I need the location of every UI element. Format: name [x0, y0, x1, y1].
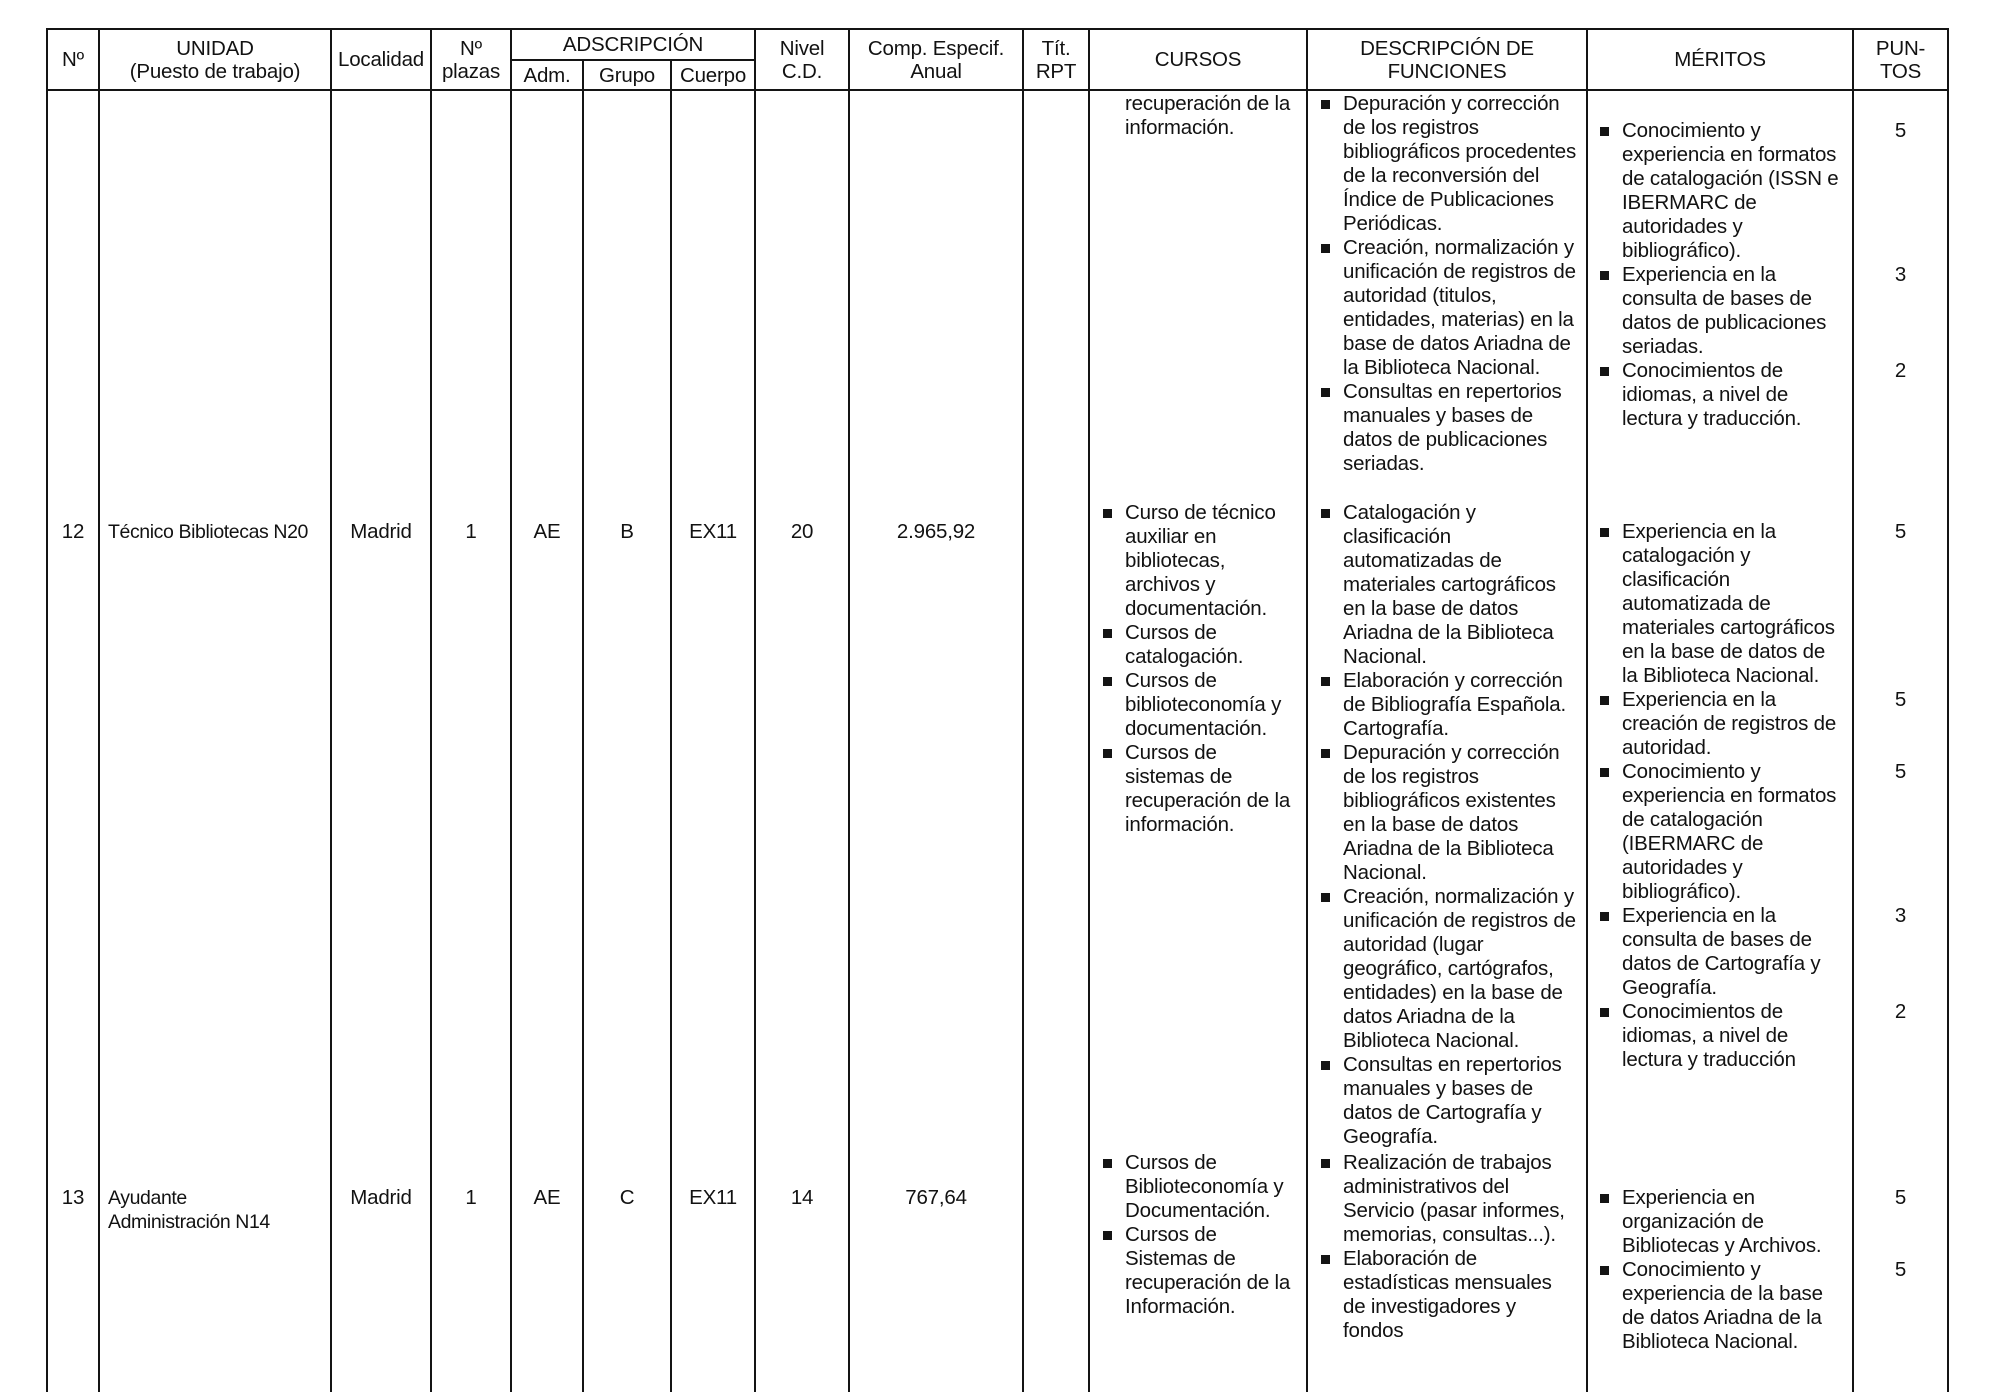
- header-puntos: [1853, 29, 1948, 90]
- cell-no: 12: [47, 500, 99, 1150]
- puntos-value: 5: [1894, 1258, 1907, 1281]
- cell-adm: AE: [511, 500, 583, 1150]
- header-cursos: [1089, 29, 1307, 90]
- item-text: Cursos de catalogación.: [1125, 621, 1244, 668]
- item-text: Creación, normalización y unificación de registros de autoridad (lugar geográfico, cartógrafos, entidades) en la base de datos Ariadna de la Biblioteca Nacional.: [1343, 885, 1576, 1052]
- header-plazas-line2: plazas: [441, 59, 501, 83]
- header-adm-label: Adm.: [523, 63, 571, 87]
- header-cuerpo-label: Cuerpo: [679, 63, 747, 87]
- header-cursos-label: CURSOS: [1154, 48, 1242, 71]
- bullet-icon: [1321, 509, 1330, 518]
- table-row: [47, 90, 1948, 500]
- merito-item: [1600, 1258, 1854, 1354]
- header-adscripcion: [511, 29, 755, 60]
- header-tit-line1: Tít.: [1041, 36, 1071, 60]
- meritos-list: [1588, 91, 1947, 431]
- cell-unidad: [99, 90, 331, 500]
- list-item: [1321, 1151, 1579, 1247]
- list-item: [1321, 380, 1579, 476]
- list-item: [1321, 92, 1579, 236]
- merito-item: [1600, 904, 1854, 1000]
- cell-nivel: [755, 90, 849, 500]
- table-row: [47, 1150, 1948, 1392]
- bullet-icon: [1321, 1255, 1330, 1264]
- item-text: Consultas en repertorios manuales y bases de datos de Cartografía y Geografía.: [1343, 1053, 1562, 1148]
- item-text: Cursos de Biblioteconomía y Documentación.: [1125, 1151, 1284, 1222]
- puntos-value: 3: [1894, 263, 1907, 286]
- item-text: Depuración y corrección de los registros bibliográficos procedentes de la reconversión del Índice de Publicaciones Periódicas.: [1343, 92, 1577, 235]
- bullet-icon: [1321, 893, 1330, 902]
- header-descripcion-line1: DESCRIPCIÓN DE: [1360, 36, 1534, 60]
- item-text: Depuración y corrección de los registros bibliográficos existentes en la base de datos Ariadna de la Biblioteca Nacional.: [1343, 741, 1560, 884]
- puntos-value: 2: [1894, 1000, 1907, 1023]
- item-text: Experiencia en la creación de registros de autoridad.: [1622, 688, 1837, 759]
- header-unidad: [99, 29, 331, 90]
- header-no-label: Nº: [62, 48, 84, 71]
- cell-grupo: [583, 90, 671, 500]
- cell-grupo: C: [583, 1150, 671, 1392]
- item-text: Experiencia en organización de Bibliotecas y Archivos.: [1622, 1186, 1822, 1257]
- bullet-icon: [1600, 271, 1609, 280]
- item-text: Catalogación y clasificación automatizadas de materiales cartográficos en la base de datos Ariadna de la Biblioteca Nacional.: [1343, 501, 1556, 668]
- bullet-icon: [1600, 528, 1609, 537]
- header-plazas: [431, 29, 511, 90]
- merito-item: [1600, 1000, 1854, 1072]
- cell-localidad: Madrid: [331, 500, 431, 1150]
- bullet-icon: [1600, 768, 1609, 777]
- list-item: [1321, 1247, 1579, 1343]
- cell-cuerpo: [671, 90, 755, 500]
- cell-cursos: [1089, 500, 1307, 1150]
- puntos-value: 5: [1894, 688, 1907, 711]
- header-puntos-line2: TOS: [1879, 59, 1922, 83]
- header-no: [47, 29, 99, 90]
- header-localidad: [331, 29, 431, 90]
- bullet-icon: [1321, 244, 1330, 253]
- job-positions-table: [46, 28, 1949, 1392]
- header-nivel: [755, 29, 849, 90]
- item-text: Conocimiento y experiencia en formatos de catalogación (IBERMARC de autoridades y bibliográfico).: [1622, 760, 1837, 903]
- item-text: Cursos de biblioteconomía y documentación.: [1125, 669, 1282, 740]
- cell-meritos-puntos: [1587, 1150, 1948, 1392]
- header-nivel-line1: Nivel: [779, 36, 825, 60]
- meritos-list: [1588, 1150, 1947, 1354]
- list-item: [1103, 741, 1299, 837]
- bullet-icon: [1103, 629, 1112, 638]
- table-header: [47, 29, 1948, 90]
- puntos-value: 5: [1894, 1186, 1907, 1209]
- merito-item: [1600, 359, 1854, 431]
- header-tit-rpt: [1023, 29, 1089, 90]
- header-descripcion-funciones: [1307, 29, 1587, 90]
- header-cuerpo: [671, 60, 755, 90]
- funciones-list: [1309, 92, 1585, 476]
- cell-plazas: [431, 90, 511, 500]
- list-item: [1103, 621, 1299, 669]
- header-nivel-line2: C.D.: [781, 59, 823, 83]
- cursos-list: [1091, 501, 1305, 837]
- header-comp-line2: Anual: [910, 59, 962, 83]
- puntos-value: 5: [1894, 119, 1907, 142]
- item-text: Conocimientos de idiomas, a nivel de lectura y traducción: [1622, 1000, 1796, 1071]
- meritos-puntos-divider: [1852, 500, 1854, 1150]
- cell-unidad: Ayudante Administración N14: [99, 1150, 331, 1392]
- bullet-icon: [1103, 677, 1112, 686]
- list-item: [1321, 669, 1579, 741]
- item-text: Realización de trabajos administrativos del Servicio (pasar informes, memorias, consultas...).: [1343, 1151, 1565, 1246]
- meritos-puntos-divider: [1852, 91, 1854, 500]
- item-text: Creación, normalización y unificación de registros de autoridad (titulos, entidades, materias) en la base de datos Ariadna de la Biblioteca Nacional.: [1343, 236, 1576, 379]
- header-unidad-line2: (Puesto de trabajo): [129, 59, 301, 83]
- cell-grupo: B: [583, 500, 671, 1150]
- cell-comp-especif: 2.965,92: [849, 500, 1023, 1150]
- cell-cuerpo: EX11: [671, 1150, 755, 1392]
- item-text: Conocimiento y experiencia en formatos de catalogación (ISSN e IBERMARC de autoridades y bibliográfico).: [1622, 119, 1839, 262]
- cell-tit-rpt: [1023, 1150, 1089, 1392]
- cell-localidad: [331, 90, 431, 500]
- header-meritos: [1587, 29, 1853, 90]
- puntos-value: 2: [1894, 359, 1907, 382]
- table-row: [47, 500, 1948, 1150]
- cell-plazas: 1: [431, 1150, 511, 1392]
- cell-cursos: [1089, 1150, 1307, 1392]
- item-text: Experiencia en la catalogación y clasificación automatizada de materiales cartográficos en la base de datos de la Biblioteca Nacional.: [1622, 520, 1835, 687]
- cell-tit-rpt: [1023, 90, 1089, 500]
- header-adm: [511, 60, 583, 90]
- header-meritos-label: MÉRITOS: [1674, 48, 1766, 71]
- header-comp-especif: [849, 29, 1023, 90]
- bullet-icon: [1600, 696, 1609, 705]
- list-item: [1321, 741, 1579, 885]
- bullet-icon: [1321, 388, 1330, 397]
- bullet-icon: [1103, 1231, 1112, 1240]
- merito-item: [1600, 760, 1854, 904]
- cell-cuerpo: EX11: [671, 500, 755, 1150]
- list-item: [1103, 669, 1299, 741]
- item-text: Consultas en repertorios manuales y bases de datos de publicaciones seriadas.: [1343, 380, 1562, 475]
- bullet-icon: [1103, 509, 1112, 518]
- cell-no: 13: [47, 1150, 99, 1392]
- bullet-icon: [1600, 127, 1609, 136]
- merito-item: [1600, 1186, 1854, 1258]
- cell-funciones: [1307, 1150, 1587, 1392]
- item-text: Conocimientos de idiomas, a nivel de lectura y traducción.: [1622, 359, 1802, 430]
- header-grupo-label: Grupo: [599, 63, 655, 87]
- bullet-icon: [1600, 1008, 1609, 1017]
- bullet-icon: [1600, 367, 1609, 376]
- bullet-icon: [1103, 1159, 1112, 1168]
- header-puntos-line1: PUN-: [1875, 36, 1926, 60]
- cell-funciones: [1307, 90, 1587, 500]
- bullet-icon: [1321, 677, 1330, 686]
- header-tit-line2: RPT: [1035, 59, 1077, 83]
- item-text: Elaboración de estadísticas mensuales de investigadores y fondos: [1343, 1247, 1552, 1342]
- list-item: [1103, 1223, 1299, 1319]
- header-unidad-line1: UNIDAD: [176, 36, 254, 60]
- header-plazas-line1: Nº: [460, 36, 482, 60]
- list-item: [1103, 501, 1299, 621]
- cell-meritos-puntos: [1587, 90, 1948, 500]
- bullet-icon: [1321, 100, 1330, 109]
- puntos-value: 3: [1894, 904, 1907, 927]
- meritos-list: [1588, 500, 1947, 1072]
- cell-tit-rpt: [1023, 500, 1089, 1150]
- header-descripcion-line2: FUNCIONES: [1387, 59, 1507, 83]
- header-adscripcion-label: ADSCRIPCIÓN: [562, 33, 704, 56]
- bullet-icon: [1321, 1159, 1330, 1168]
- cell-localidad: Madrid: [331, 1150, 431, 1392]
- cell-comp-especif: 767,64: [849, 1150, 1023, 1392]
- bullet-icon: [1600, 1266, 1609, 1275]
- merito-item: [1600, 263, 1854, 359]
- cell-plazas: 1: [431, 500, 511, 1150]
- cell-adm: [511, 90, 583, 500]
- cell-cursos: [1089, 90, 1307, 500]
- item-text: recuperación de la información.: [1125, 92, 1291, 139]
- funciones-list: [1309, 501, 1585, 1149]
- cell-nivel: 14: [755, 1150, 849, 1392]
- cursos-list: [1091, 1151, 1305, 1319]
- bullet-icon: [1321, 749, 1330, 758]
- merito-item: [1600, 688, 1854, 760]
- list-item: [1321, 236, 1579, 380]
- item-text: Elaboración y corrección de Bibliografía Española. Cartografía.: [1343, 669, 1566, 740]
- cell-comp-especif: [849, 90, 1023, 500]
- list-item: [1103, 92, 1299, 140]
- item-text: Cursos de sistemas de recuperación de la información.: [1125, 741, 1291, 836]
- list-item: [1321, 885, 1579, 1053]
- puntos-value: 5: [1894, 760, 1907, 783]
- bullet-icon: [1321, 1061, 1330, 1070]
- item-text: Curso de técnico auxiliar en bibliotecas, archivos y documentación.: [1125, 501, 1276, 620]
- puntos-value: 5: [1894, 520, 1907, 543]
- cell-meritos-puntos: [1587, 500, 1948, 1150]
- bullet-icon: [1600, 912, 1609, 921]
- list-item: [1321, 501, 1579, 669]
- cell-unidad: Técnico Bibliotecas N20: [99, 500, 331, 1150]
- list-item: [1321, 1053, 1579, 1149]
- cell-adm: AE: [511, 1150, 583, 1392]
- merito-item: [1600, 119, 1854, 263]
- cursos-list: [1091, 92, 1305, 140]
- cell-funciones: [1307, 500, 1587, 1150]
- cell-no: [47, 90, 99, 500]
- header-localidad-label: Localidad: [338, 48, 424, 71]
- item-text: Conocimiento y experiencia de la base de datos Ariadna de la Biblioteca Nacional.: [1622, 1258, 1823, 1353]
- item-text: Experiencia en la consulta de bases de datos de publicaciones seriadas.: [1622, 263, 1827, 358]
- bullet-icon: [1103, 749, 1112, 758]
- header-comp-line1: Comp. Especif.: [867, 36, 1005, 60]
- item-text: Cursos de Sistemas de recuperación de la Información.: [1125, 1223, 1291, 1318]
- bullet-icon: [1600, 1194, 1609, 1203]
- funciones-list: [1309, 1151, 1585, 1343]
- list-item: [1103, 1151, 1299, 1223]
- header-grupo: [583, 60, 671, 90]
- merito-item: [1600, 520, 1854, 688]
- item-text: Experiencia en la consulta de bases de datos de Cartografía y Geografía.: [1622, 904, 1821, 999]
- meritos-puntos-divider: [1852, 1150, 1854, 1392]
- cell-nivel: 20: [755, 500, 849, 1150]
